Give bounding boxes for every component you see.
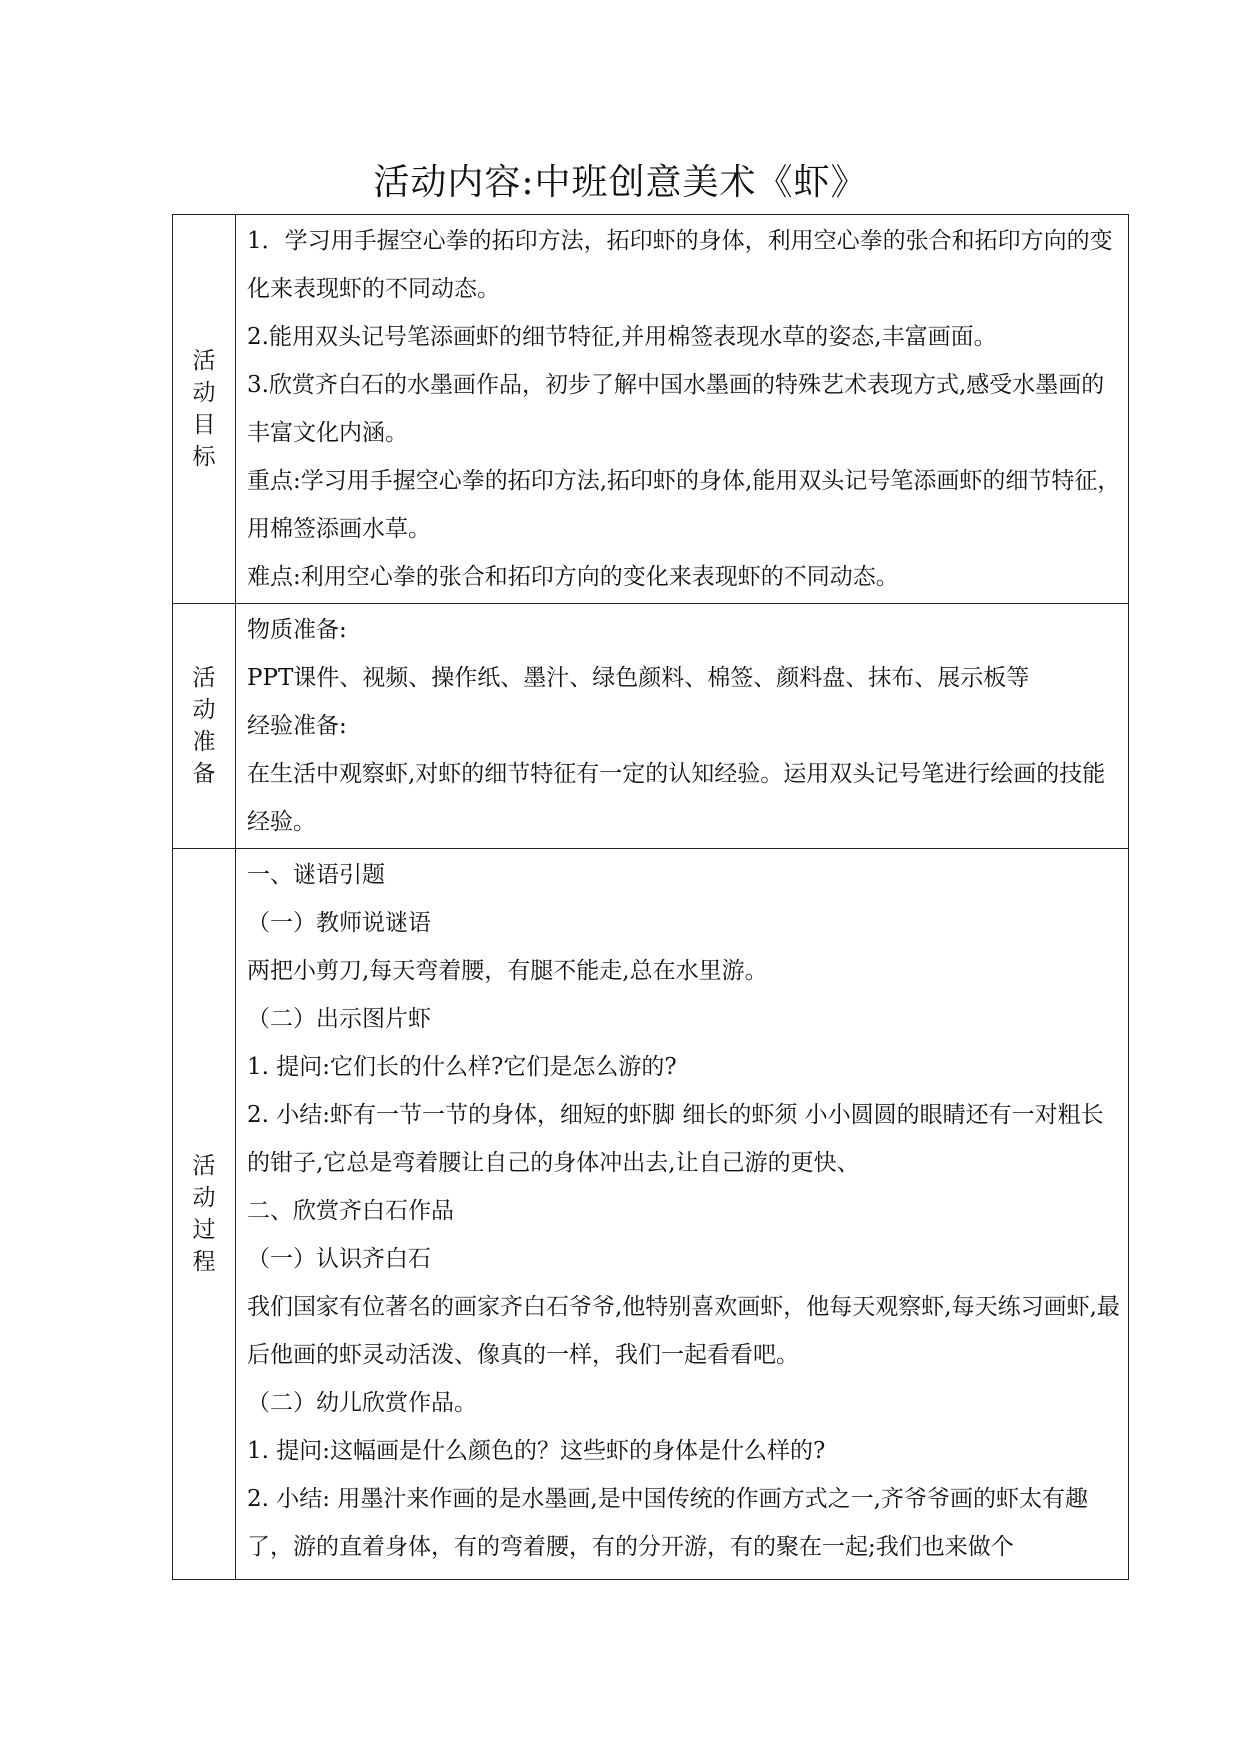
process-line: 2. 小结: 用墨汁来作画的是水墨画,是中国传统的作画方式之一,齐爷爷画的虾太有趣了，游的直着身体，有的弯着腰，有的分开游，有的聚在一起;我们也来做个 <box>247 1486 1088 1560</box>
prep-line: 在生活中观察虾,对虾的细节特征有一定的认知经验。运用双头记号笔进行绘画的技能经验。 <box>247 761 1106 835</box>
section-label: 活动目标 <box>192 348 216 470</box>
section-label: 活动过程 <box>192 1153 216 1275</box>
document-title: 活动内容:中班创意美术《虾》 <box>373 162 868 203</box>
goal-line: 1．学习用手握空心拳的拓印方法，拓印虾的身体，利用空心拳的张合和拓印方向的变化来表现虾的不同动态。 <box>247 228 1113 302</box>
section-row-process <box>173 849 1129 1580</box>
section-content <box>236 215 1129 604</box>
activity-plan-table <box>172 214 1129 1580</box>
section-row-goals <box>173 215 1129 604</box>
process-heading: 二、欣赏齐白石作品 <box>247 1198 454 1224</box>
process-line: 1. 提问:它们长的什么样?它们是怎么游的? <box>247 1054 677 1080</box>
key-point-line: 重点:学习用手握空心拳的拓印方法,拓印虾的身体,能用双头记号笔添画虾的细节特征，用棉签添画水草。 <box>247 468 1121 542</box>
prep-line: PPT课件、视频、操作纸、墨汁、绿色颜料、棉签、颜料盘、抹布、展示板等 <box>247 665 1030 691</box>
process-line: 1. 提问:这幅画是什么颜色的？这些虾的身体是什么样的? <box>247 1438 826 1464</box>
section-content <box>236 604 1129 849</box>
section-content <box>236 849 1129 1580</box>
process-line: 2. 小结:虾有一节一节的身体，细短的虾脚 细长的虾须 小小圆圆的眼睛还有一对粗长的钳子,它总是弯着腰让自己的身体冲出去,让自己游的更快、 <box>247 1102 1104 1176</box>
prep-line: 物质准备: <box>247 617 347 643</box>
goal-line: 3.欣赏齐白石的水墨画作品，初步了解中国水墨画的特殊艺术表现方式,感受水墨画的丰富文化内涵。 <box>247 372 1105 446</box>
process-subheading: （一）教师说谜语 <box>247 910 431 936</box>
section-label-cell <box>173 604 236 849</box>
process-line: 两把小剪刀,每天弯着腰，有腿不能走,总在水里游。 <box>247 958 768 984</box>
difficulty-line: 难点:利用空心拳的张合和拓印方向的变化来表现虾的不同动态。 <box>247 564 899 590</box>
prep-line: 经验准备: <box>247 713 347 739</box>
process-heading: 一、谜语引题 <box>247 862 385 888</box>
goal-line: 2.能用双头记号笔添画虾的细节特征,并用棉签表现水草的姿态,丰富画面。 <box>247 324 997 350</box>
section-row-preparation <box>173 604 1129 849</box>
process-subheading: （二）幼儿欣赏作品。 <box>247 1390 477 1416</box>
process-subheading: （二）出示图片虾 <box>247 1006 431 1032</box>
section-label: 活动准备 <box>192 665 216 787</box>
section-label-cell <box>173 849 236 1580</box>
process-subheading: （一）认识齐白石 <box>247 1246 431 1272</box>
process-line: 我们国家有位著名的画家齐白石爷爷,他特别喜欢画虾，他每天观察虾,每天练习画虾,最后他画的虾灵动活泼、像真的一样，我们一起看看吧。 <box>247 1294 1120 1368</box>
section-label-cell <box>173 215 236 604</box>
